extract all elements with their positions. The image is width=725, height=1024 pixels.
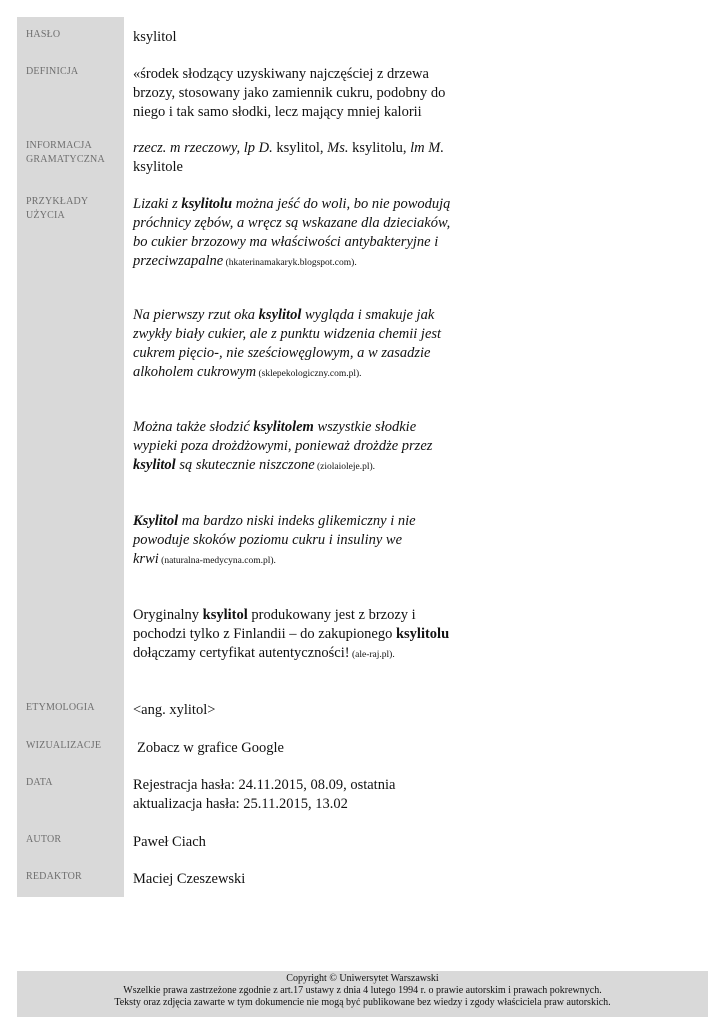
grammar-form: ksylitole xyxy=(133,159,183,175)
example-keyword: ksylitolu xyxy=(395,626,450,642)
example-keyword: ksylitolem xyxy=(253,419,314,435)
label-line: UŻYCIA xyxy=(26,210,65,221)
grammar-tag: Ms. xyxy=(327,140,349,156)
example-source: (ale-raj.pl). xyxy=(349,650,395,660)
example-text: można jeść do woli, bo nie powodują próchnicy zębów, a wręcz są wskazane dla dzieciaków, bo cukier brzozowy ma właściwości antybakteryjne i przeciwzapalne xyxy=(133,196,451,269)
label-przyklady-uzycia xyxy=(26,195,122,223)
footer-line: Wszelkie prawa zastrzeżone zgodnie z art.17 ustawy z dnia 4 lutego 1994 r. o prawie autorskim i prawach pokrewnych. xyxy=(123,985,602,996)
example-text: produkowany jest z brzozy i pochodzi tylko z Finlandii – do zakupionego xyxy=(133,607,416,642)
example-keyword: ksylitol xyxy=(258,307,302,323)
example-text: dołączamy certyfikat autentyczności! xyxy=(133,645,350,661)
example-1 xyxy=(133,195,463,273)
dates: Rejestracja hasła: 24.11.2015, 08.09, ostatnia aktualizacja hasła: 25.11.2015, 13.02 xyxy=(133,777,396,812)
example-text: Na pierwszy rzut oka xyxy=(133,307,259,323)
label-autor: AUTOR xyxy=(26,834,62,845)
grammar-tag: lm M. xyxy=(410,140,444,156)
example-source: (ziolaioleje.pl). xyxy=(314,462,376,472)
copyright-footer xyxy=(17,971,708,1017)
definition: «środek słodzący uzyskiwany najczęściej z drzewa brzozy, stosowany jako zamiennik cukru, podobny do niego i tak samo słodki, lecz mający mniej kalorii xyxy=(133,66,446,120)
google-images-link[interactable]: Zobacz w grafice Google xyxy=(137,740,284,756)
label-informacja-gramatyczna xyxy=(26,139,122,167)
example-text: wygląda i smakuje jak zwykły biały cukier, ale z punktu widzenia chemii jest cukrem pięcio-, nie sześciowęglowym, a w zasadzie alkoholem cukrowym xyxy=(133,307,442,380)
example-text: są skutecznie niszczone xyxy=(175,457,315,473)
example-4 xyxy=(133,512,423,571)
label-wizualizacje: WIZUALIZACJE xyxy=(26,740,102,751)
label-data: DATA xyxy=(26,777,53,788)
example-keyword: ksylitolu xyxy=(181,196,233,212)
grammar-tag: rzecz. m rzeczowy, lp D. xyxy=(133,140,273,156)
example-keyword: ksylitol xyxy=(202,607,248,623)
label-line: GRAMATYCZNA xyxy=(26,154,105,165)
example-source: (sklepekologiczny.com.pl). xyxy=(256,369,362,379)
example-text: Lizaki z xyxy=(133,196,182,212)
label-definicja: DEFINICJA xyxy=(26,66,79,77)
example-3 xyxy=(133,418,463,477)
author: Paweł Ciach xyxy=(133,834,206,850)
example-2 xyxy=(133,306,463,384)
example-source: (hkaterinamakaryk.blogspot.com). xyxy=(223,258,357,268)
example-text: Można także słodzić xyxy=(133,419,254,435)
headword: ksylitol xyxy=(133,29,177,45)
example-text: ma bardzo niski indeks glikemiczny i nie powoduje skoków poziomu cukru i insuliny we krwi xyxy=(133,513,416,567)
grammar-form: ksylitol, xyxy=(272,140,328,156)
editor: Maciej Czeszewski xyxy=(133,871,246,887)
footer-line: Teksty oraz zdjęcia zawarte w tym dokumencie nie mogą być publikowane bez wiedzy i zgody właściciela praw autorskich. xyxy=(114,997,611,1008)
grammar-info xyxy=(133,139,453,177)
label-etymologia: ETYMOLOGIA xyxy=(26,702,95,713)
label-line: PRZYKŁADY xyxy=(26,196,89,207)
example-text: Oryginalny xyxy=(133,607,203,623)
etymology: <ang. xylitol> xyxy=(133,702,216,718)
grammar-form: ksylitolu, xyxy=(348,140,411,156)
footer-line: Copyright © Uniwersytet Warszawski xyxy=(286,973,439,984)
example-5 xyxy=(133,606,458,665)
label-redaktor: REDAKTOR xyxy=(26,871,82,882)
example-keyword: Ksylitol xyxy=(133,513,179,529)
label-haslo: HASŁO xyxy=(26,29,61,40)
example-source: (naturalna-medycyna.com.pl). xyxy=(158,556,276,566)
example-keyword: ksylitol xyxy=(133,457,176,473)
label-line: INFORMACJA xyxy=(26,140,92,151)
example-text: wszystkie słodkie wypieki poza drożdżowymi, ponieważ drożdże przez xyxy=(133,419,433,454)
